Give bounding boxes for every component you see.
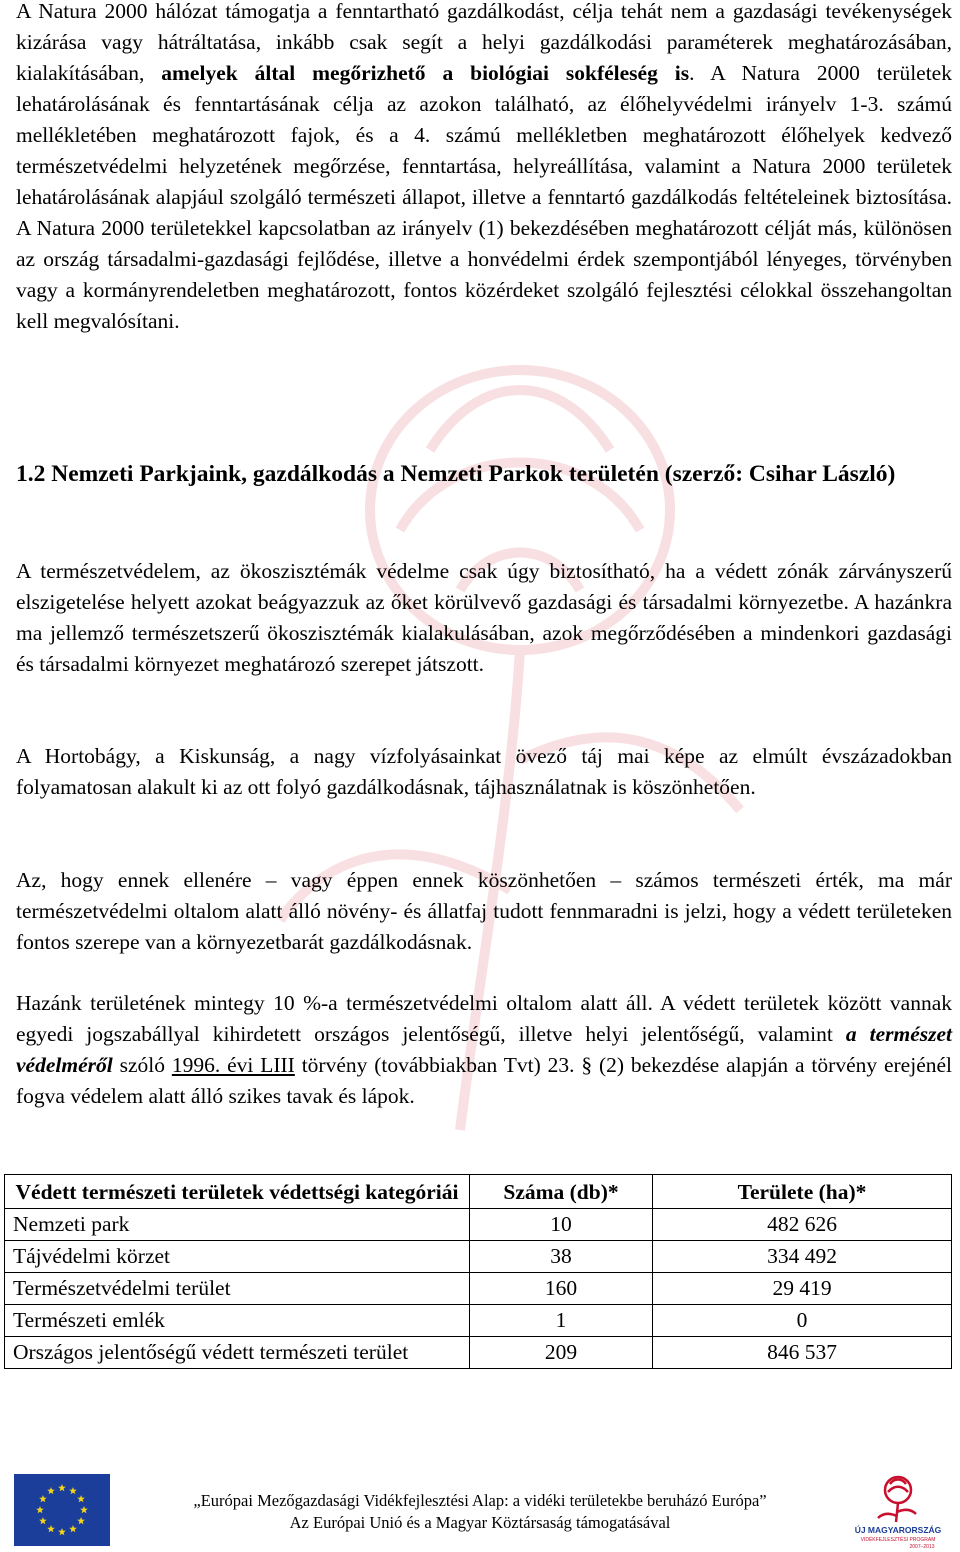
- table-row: [5, 1209, 952, 1241]
- intro-bold-text: amelyek által megőrizhető a biológiai sokféleség is: [161, 61, 690, 85]
- table-cell: 482 626: [653, 1209, 952, 1241]
- p5-law-reference: 1996. évi LIII: [171, 1053, 295, 1077]
- paragraph-protected-area: [16, 988, 952, 1112]
- page-footer: [0, 1470, 960, 1552]
- table-header: Száma (db)*: [470, 1175, 653, 1209]
- p5-text-2: szóló: [112, 1053, 172, 1077]
- intro-paragraph: [16, 0, 952, 337]
- paragraph-ecosystems: A természetvédelem, az ökoszisztémák védelme csak úgy biztosítható, ha a védett zónák zárványszerű elszigetelése helyett azokat beágyazzuk az őket körülvevő gazdasági és társadalmi környezetbe. A hazánkra ma jellemző természetszerű ökoszisztémák kialakulásában, azok megőrződésében a mindenkori gazdasági és társadalmi környezet meghatározó szerepet játszott.: [16, 559, 952, 676]
- logo-years-text: 2007–2013: [909, 1544, 935, 1550]
- table-row: [5, 1241, 952, 1273]
- logo-sub-text: VIDÉKFEJLESZTÉSI PROGRAM: [860, 1537, 936, 1543]
- table-cell: 209: [470, 1337, 653, 1369]
- paragraph-species-survival: Az, hogy ennek ellenére – vagy éppen ennek köszönhetően – számos természeti érték, ma már természetvédelmi oltalom alatt álló növény- és állatfaj tudott fennmaradni is jelzi, hogy a védett területeken fontos szerepe van a környezetbarát gazdálkodásnak.: [16, 868, 952, 954]
- table-cell: 160: [470, 1273, 653, 1305]
- table-header-row: [5, 1175, 952, 1209]
- table-header: Területe (ha)*: [653, 1175, 952, 1209]
- paragraph-hortobagy: A Hortobágy, a Kiskunság, a nagy vízfolyásainkat övező táj mai képe az elmúlt évszázadokban folyamatosan alakult ki az ott folyó gazdálkodásnak, tájhasználatnak is köszönhetően.: [16, 744, 952, 799]
- footer-line-2: Az Európai Unió és a Magyar Köztársaság támogatásával: [289, 1513, 671, 1532]
- table-row: [5, 1337, 952, 1369]
- table-cell: 29 419: [653, 1273, 952, 1305]
- table-cell: 1: [470, 1305, 653, 1337]
- table-cell: 846 537: [653, 1337, 952, 1369]
- eu-flag-icon: [14, 1474, 110, 1546]
- p5-law-title: a természet védelméről: [16, 1022, 953, 1077]
- protected-areas-table: [4, 1174, 952, 1369]
- table-cell: Tájvédelmi körzet: [5, 1241, 470, 1273]
- p5-text-1: Hazánk területének mintegy 10 %-a természetvédelmi oltalom alatt áll. A védett területek között vannak egyedi jogszabállyal kihirdetett országos jelentőségű, illetve helyi jelentőségű, valamint: [16, 991, 952, 1046]
- p5-text-3: törvény (továbbiakban Tvt) 23. § (2) bekezdése alapján a törvény erejénél fogva védelem alatt álló szikes tavak és lápok.: [16, 1053, 952, 1108]
- table-cell: Nemzeti park: [5, 1209, 470, 1241]
- uj-magyarorszag-logo: [850, 1470, 946, 1550]
- table-cell: 0: [653, 1305, 952, 1337]
- section-heading: 1.2 Nemzeti Parkjaink, gazdálkodás a Nemzeti Parkok területén (szerző: Csihar László): [16, 461, 896, 487]
- logo-main-text: ÚJ MAGYARORSZÁG: [854, 1525, 942, 1535]
- table-cell: Országos jelentőségű védett természeti terület: [5, 1337, 470, 1369]
- table-cell: Természetvédelmi terület: [5, 1273, 470, 1305]
- table-row: [5, 1273, 952, 1305]
- intro-text-2: . A Natura 2000 területek lehatárolásának és fenntartásának célja az azokon található, az élőhelyvédelmi irányelv 1-3. számú mellékletében meghatározott fajok, és a 4. számú mellékletben meghatározott élőhelyek kedvező természetvédelmi helyzetének megőrzése, fenntartása, helyreállítása, valamint a Natura 2000 területek lehatárolásának alapjául szolgáló természeti állapot, illetve a fenntartó gazdálkodás feltételeinek biztosítása. A Natura 2000 területekkel kapcsolatban az irányelv (1) bekezdésében meghatározott célját más, különösen az ország társadalmi-gazdasági fejlődése, illetve a honvédelmi érdek szempontjából lényeges, törvényben vagy a kormányrendeletben meghatározott, fontos közérdeket szolgáló fejlesztési célokkal összehangoltan kell megvalósítani.: [16, 61, 952, 333]
- table-row: [5, 1305, 952, 1337]
- table-cell: 38: [470, 1241, 653, 1273]
- table-cell: Természeti emlék: [5, 1305, 470, 1337]
- intro-text-1: A Natura 2000 hálózat támogatja a fenntartható gazdálkodást, célja tehát nem a gazdasági tevékenységek kizárása vagy hátráltatása, inkább csak segít a helyi gazdálkodási paraméterek meghatározásában, kialakításában,: [16, 0, 952, 85]
- footer-line-1: „Európai Mezőgazdasági Vidékfejlesztési Alap: a vidéki területekbe beruházó Európa”: [193, 1491, 767, 1510]
- table-cell: 10: [470, 1209, 653, 1241]
- table-header: Védett természeti területek védettségi kategóriái: [5, 1175, 470, 1209]
- footer-text: [140, 1490, 820, 1534]
- table-cell: 334 492: [653, 1241, 952, 1273]
